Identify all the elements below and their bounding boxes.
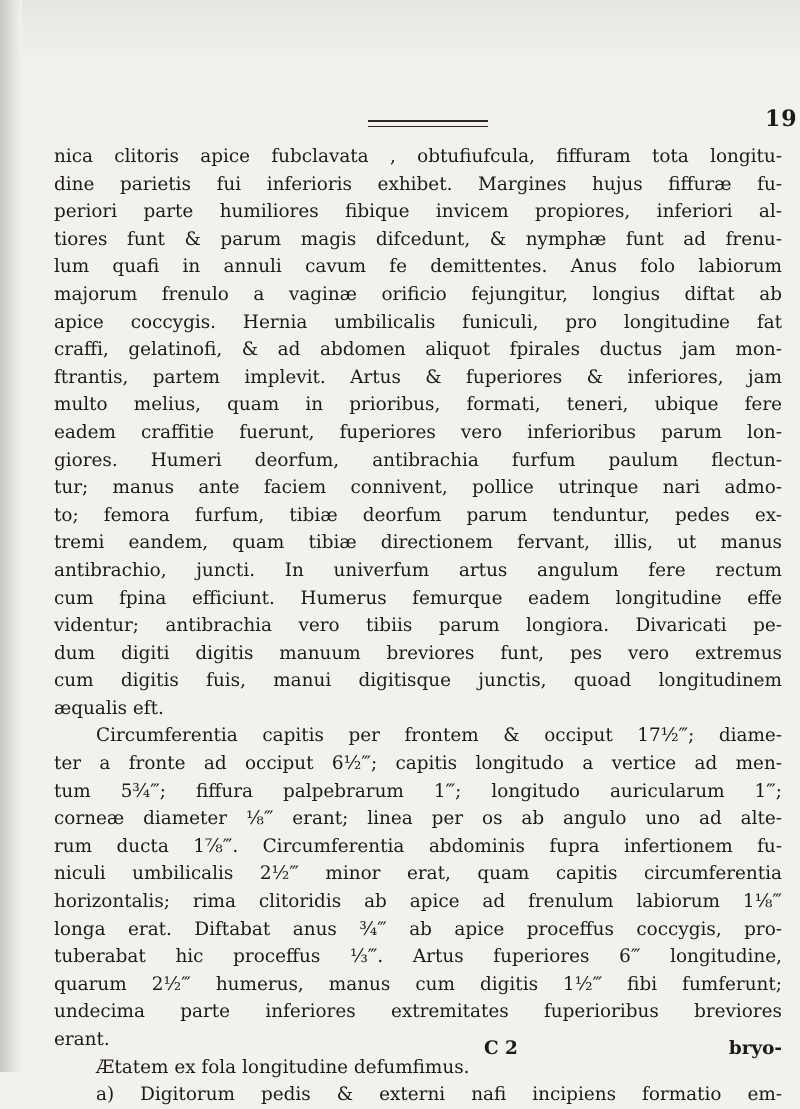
text-line: æqualis eft.: [54, 697, 164, 719]
text-line: eadem craffitie fuerunt, fuperiores vero inferioribus parum lon-: [54, 421, 782, 443]
page-number: 19: [765, 106, 798, 132]
text-line: niculi umbilicalis 2½‴ minor erat, quam capitis circumferentia: [54, 863, 782, 885]
text-line: tuberabat hic proceffus ⅓‴. Artus fuperiores 6‴ longitudine,: [54, 946, 782, 968]
text-line: cum fpina efficiunt. Humerus femurque eadem longitudine effe: [54, 587, 782, 609]
signature-mark: C 2: [484, 1038, 518, 1059]
text-line: corneæ diameter ⅛‴ erant; linea per os ab angulo uno ad alte-: [54, 808, 782, 830]
text-line: horizontalis; rima clitoridis ab apice ad frenulum labiorum 1⅛‴: [54, 891, 782, 913]
text-line: ter a fronte ad occiput 6½‴; capitis longitudo a vertice ad men-: [54, 753, 782, 775]
text-line: giores. Humeri deorfum, antibrachia furfum paulum flectun-: [54, 449, 782, 471]
text-line: a) Digitorum pedis & externi nafi incipiens formatio em-: [96, 1084, 782, 1106]
catchword: bryo-: [728, 1038, 782, 1059]
text-line: apice coccygis. Hernia umbilicalis funiculi, pro longitudine fat: [54, 311, 782, 333]
text-line: tremi eandem, quam tibiæ directionem fervant, illis, ut manus: [54, 532, 782, 554]
text-line: to; femora furfum, tibiæ deorfum parum tenduntur, pedes ex-: [54, 504, 782, 526]
text-line: rum ducta 1⅞‴. Circumferentia abdominis fupra infertionem fu-: [54, 835, 782, 857]
text-line: Ætatem ex fola longitudine defumfimus.: [96, 1056, 470, 1078]
text-line: erant.: [54, 1029, 110, 1050]
text-line: Circumferentia capitis per frontem & occiput 17½‴; diame-: [96, 725, 782, 747]
text-line: cum digitis fuis, manui digitisque junctis, quoad longitudinem: [54, 670, 782, 692]
header-rule-thin: [368, 126, 488, 127]
text-line: majorum frenulo a vaginæ orificio fejungitur, longius diftat ab: [54, 283, 782, 305]
page-gutter-edge: [0, 0, 22, 1072]
text-line: craffi, gelatinofi, & ad abdomen aliquot fpirales ductus jam mon-: [54, 339, 782, 361]
text-line: tur; manus ante faciem connivent, pollice utrinque nari admo-: [54, 477, 782, 499]
text-line: dum digiti digitis manuum breviores funt, pes vero extremus: [54, 642, 782, 664]
text-line: ftrantis, partem implevit. Artus & fuperiores & inferiores, jam: [54, 366, 782, 388]
page-top-shading: [0, 0, 800, 70]
text-line: lum quafi in annuli cavum fe demittentes. Anus folo labiorum: [54, 256, 782, 278]
text-line: quarum 2½‴ humerus, manus cum digitis 1½‴ fibi fumferunt;: [54, 973, 782, 995]
text-line: nica clitoris apice fubclavata , obtufiufcula, fiffuram tota longitu-: [54, 146, 782, 167]
text-line: multo melius, quam in prioribus, formati, teneri, ubique fere: [54, 394, 782, 416]
text-line: videntur; antibrachia vero tibiis parum longiora. Divaricati pe-: [54, 615, 782, 637]
text-line: longa erat. Diftabat anus ¾‴ ab apice proceffus coccygis, pro-: [54, 918, 782, 940]
text-line: tiores funt & parum magis difcedunt, & nymphæ funt ad frenu-: [54, 228, 782, 250]
text-body: [54, 143, 782, 1109]
header-rule: [368, 120, 488, 122]
text-line: dine parietis fui inferioris exhibet. Margines hujus fiffuræ fu-: [54, 173, 782, 195]
text-line: tum 5¾‴; fiffura palpebrarum 1‴; longitudo auricularum 1‴;: [54, 780, 782, 802]
text-line: antibrachio, juncti. In univerfum artus angulum fere rectum: [54, 559, 782, 581]
text-line: periori parte humiliores fibique invicem propiores, inferiori al-: [54, 201, 782, 223]
text-line: undecima parte inferiores extremitates fuperioribus breviores: [54, 1001, 782, 1023]
